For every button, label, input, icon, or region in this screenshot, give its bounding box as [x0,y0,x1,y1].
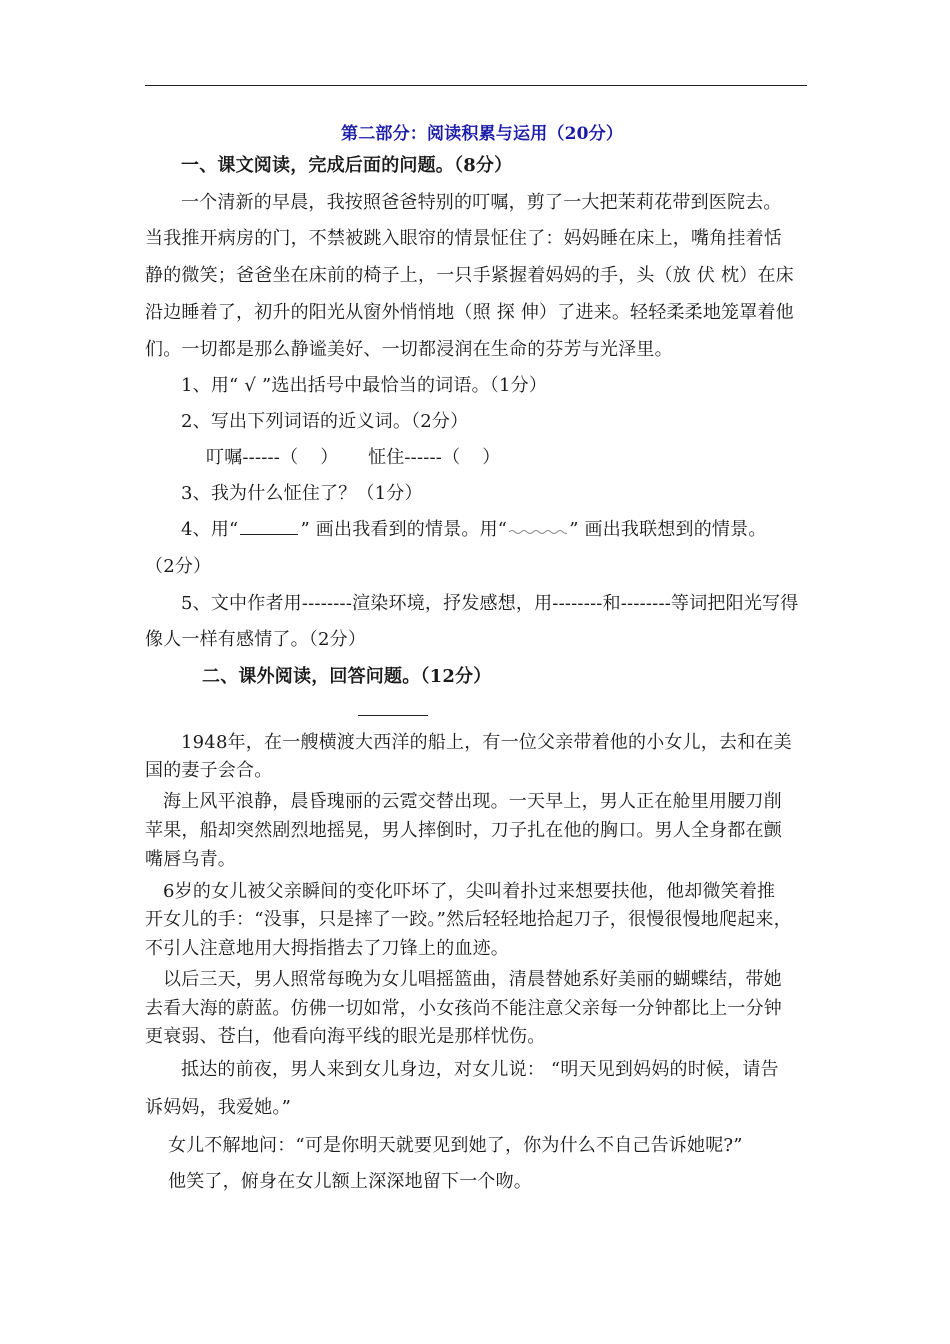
story-line: 更衰弱、苍白，他看向海平线的眼光是那样忧伤。 [145,1026,546,1047]
question-5-cont: 像人一样有感情了。（2分） [145,629,367,650]
passage-line: 一个清新的早晨，我按照爸爸特别的叮嘱，剪了一大把茉莉花带到医院去。 [181,192,782,213]
story-line: 诉妈妈，我爱她。” [145,1097,292,1118]
story-line: 嘴唇乌青。 [145,849,236,870]
story-line: 抵达的前夜，男人来到女儿身边，对女儿说： “明天见到妈妈的时候，请告 [181,1059,779,1080]
story-line: 以后三天，男人照常每晚为女儿唱摇篮曲，清晨替她系好美丽的蝴蝶结，带她 [163,969,782,990]
passage-line: 静的微笑；爸爸坐在床前的椅子上，一只手紧握着妈妈的手，头（放 伏 枕）在床 [145,265,794,286]
header-rule [145,85,807,86]
story-line: 他笑了，俯身在女儿额上深深地留下一个吻。 [168,1171,532,1192]
q2-word-1: 叮嘱------（ ） [206,447,339,468]
question-3: 3、我为什么怔住了？（1分） [181,483,423,504]
wavy-underline-sample [509,521,567,535]
question-1: 1、用“ √ ”选出括号中最恰当的词语。（1分） [181,375,548,396]
question-5: 5、文中作者用--------渲染环境，抒发感想，用--------和--------等词把阳光写得 [181,593,799,614]
title-blank[interactable] [358,697,428,716]
question-4-score: （2分） [145,556,212,577]
story-line: 国的妻子会合。 [145,760,273,781]
passage-line: 沿边睡着了，初升的阳光从窗外悄悄地（照 探 伸）了进来。轻轻柔柔地笼罩着他 [145,302,794,323]
question-4: 4、用“ ” 画出我看到的情景。用“ ” 画出我联想到的情景。 [181,519,767,540]
story-line: 开女儿的手：“没事，只是摔了一跤。”然后轻轻地拾起刀子，很慢很慢地爬起来， [145,909,792,930]
story-line: 不引人注意地用大拇指揩去了刀锋上的血迹。 [145,938,509,959]
story-line: 苹果，船却突然剧烈地摇晃，男人摔倒时，刀子扎在他的胸口。男人全身都在颤 [145,820,782,841]
story-line: 6岁的女儿被父亲瞬间的变化吓坏了，尖叫着扑过来想要扶他，他却微笑着推 [163,881,776,902]
story-line: 1948年，在一艘横渡大西洋的船上，有一位父亲带着他的小女儿，去和在美 [181,732,792,753]
straight-underline-sample [240,520,298,535]
passage-line: 当我推开病房的门，不禁被跳入眼帘的情景怔住了：妈妈睡在床上，嘴角挂着恬 [145,228,782,249]
story-line: 海上风平浪静，晨昏瑰丽的云霓交替出现。一天早上，男人正在舱里用腰刀削 [163,791,782,812]
question-2: 2、写出下列词语的近义词。（2分） [181,411,469,432]
q2-word-2: 怔住------（ ） [368,447,501,468]
section1-heading: 一、课文阅读，完成后面的问题。（8分） [181,155,513,176]
section2-heading: 二、课外阅读，回答问题。（12分） [202,666,492,687]
part-title: 第二部分：阅读积累与运用（20分） [341,124,624,144]
story-line: 去看大海的蔚蓝。仿佛一切如常，小女孩尚不能注意父亲每一分钟都比上一分钟 [145,998,782,1019]
story-line: 女儿不解地问：“可是你明天就要见到她了，你为什么不自己告诉她呢?” [168,1135,743,1156]
passage-line: 们。一切都是那么静谧美好、一切都浸润在生命的芬芳与光泽里。 [145,339,673,360]
